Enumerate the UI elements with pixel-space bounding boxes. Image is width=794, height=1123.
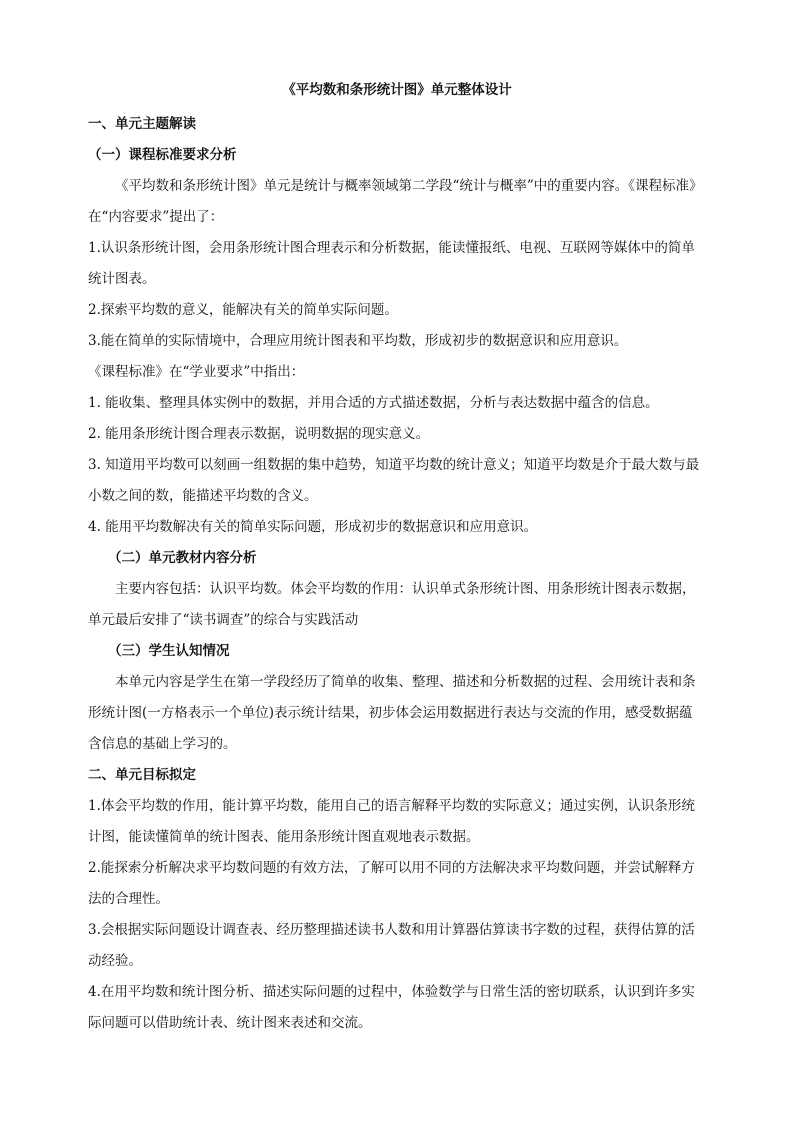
content-requirement-item: 2.探索平均数的意义，能解决有关的简单实际问题。 <box>88 302 398 318</box>
unit-goal-item: 4.在用平均数和统计图分析、描述实际问题的过程中，体验数学与日常生活的密切联系，认识到许多实际问题可以借助统计表、统计图来表述和交流。 <box>88 984 695 1031</box>
academic-requirement-intro: 《课程标准》在“学业要求”中指出： <box>88 364 305 380</box>
unit-goal-item: 1.体会平均数的作用，能计算平均数，能用自己的语言解释平均数的实际意义；通过实例，认识条形统计图，能读懂简单的统计图表、能用条形统计图直观地表示数据。 <box>88 798 695 845</box>
academic-requirement-item: 3. 知道用平均数可以刻画一组数据的集中趋势，知道平均数的统计意义；知道平均数是介于最大数与最小数之间的数，能描述平均数的含义。 <box>88 457 700 504</box>
section-heading-unit-goals: 二、单元目标拟定 <box>88 767 196 783</box>
section-heading-unit-theme: 一、单元主题解读 <box>88 116 196 132</box>
content-requirement-item: 3.能在简单的实际情境中，合理应用统计图表和平均数，形成初步的数据意识和应用意识。 <box>88 333 628 349</box>
academic-requirement-item: 1. 能收集、整理具体实例中的数据，并用合适的方式描述数据，分析与表达数据中蕴含的信息。 <box>88 395 659 411</box>
content-requirement-item: 1.认识条形统计图，会用条形统计图合理表示和分析数据，能读懂报纸、电视、互联网等媒体中的简单统计图表。 <box>88 240 695 287</box>
subsection-heading-student-cognition: （三）学生认知情况 <box>108 643 230 659</box>
document-title: 《平均数和条形统计图》单元整体设计 <box>282 82 512 98</box>
textbook-content-paragraph: 主要内容包括：认识平均数。体会平均数的作用：认识单式条形统计图、用条形统计图表示数据，单元最后安排了“读书调查”的综合与实践活动 <box>88 581 696 628</box>
unit-goal-item: 2.能探索分析解决求平均数问题的有效方法，了解可以用不同的方法解决求平均数问题，并尝试解释方法的合理性。 <box>88 860 695 907</box>
subsection-heading-textbook-content: （二）单元教材内容分析 <box>108 550 257 566</box>
student-cognition-paragraph: 本单元内容是学生在第一学段经历了简单的收集、整理、描述和分析数据的过程、会用统计表和条形统计图(一方格表示一个单位)表示统计结果，初步体会运用数据进行表达与交流的作用，感受数据蕴含信息的基础上学习的。 <box>88 674 696 752</box>
academic-requirement-item: 2. 能用条形统计图合理表示数据，说明数据的现实意义。 <box>88 426 430 442</box>
subsection-heading-curriculum-standard: （一）课程标准要求分析 <box>88 147 237 163</box>
academic-requirement-item: 4. 能用平均数解决有关的简单实际问题，形成初步的数据意识和应用意识。 <box>88 519 538 535</box>
curriculum-intro-paragraph: 《平均数和条形统计图》单元是统计与概率领域第二学段“统计与概率”中的重要内容。《课程标准》在“内容要求”提出了： <box>88 178 703 225</box>
unit-goal-item: 3.会根据实际问题设计调查表、经历整理描述读书人数和用计算器估算读书字数的过程，获得估算的活动经验。 <box>88 922 695 969</box>
